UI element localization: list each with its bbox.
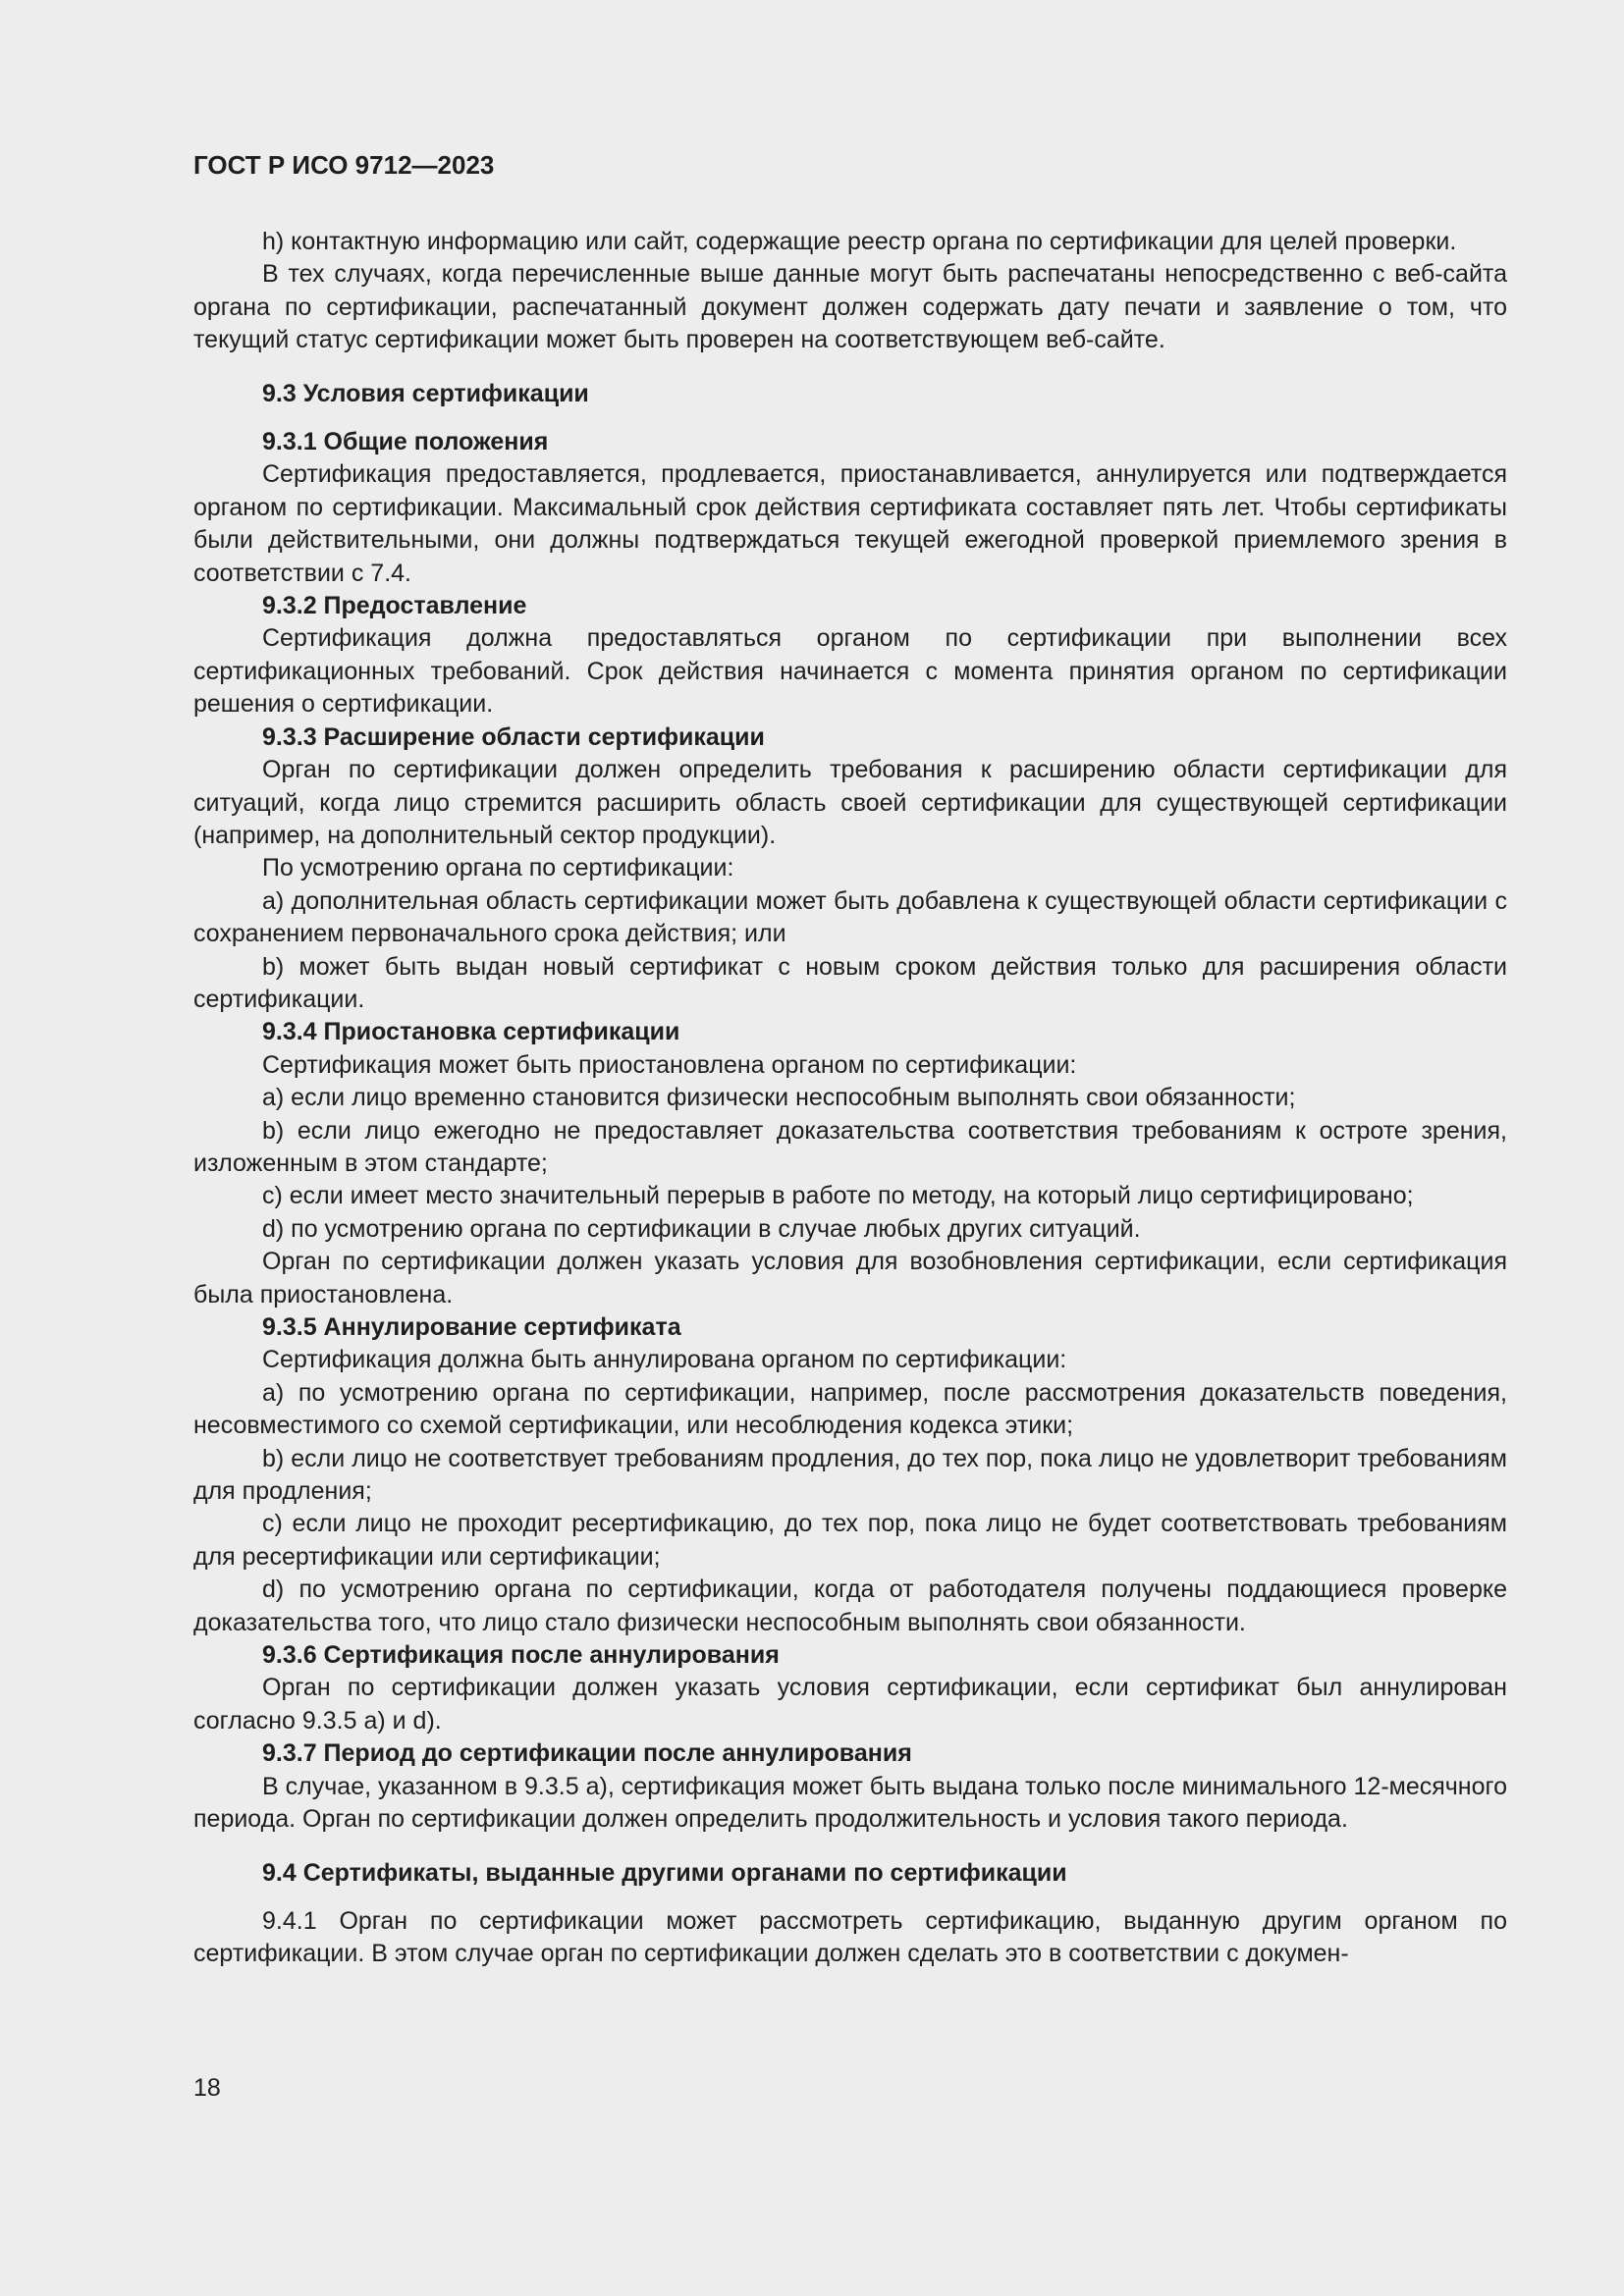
subsection-heading: 9.3.4 Приостановка сертификации bbox=[262, 1018, 680, 1046]
paragraph: В случае, указанном в 9.3.5 a), сертификация может быть выдана только после минимального 12-месячного периода. Орган по сертификации должен определить продолжительность и условия такого периода. bbox=[193, 1772, 1507, 1834]
document-body bbox=[193, 226, 1507, 1971]
paragraph: h) контактную информацию или сайт, содержащие реестр органа по сертификации для целей проверки. bbox=[262, 228, 1457, 255]
paragraph: d) по усмотрению органа по сертификации, когда от работодателя получены поддающиеся проверке доказательства того, что лицо стало физически неспособным выполнять свои обязанности. bbox=[193, 1575, 1507, 1636]
paragraph: c) если имеет место значительный перерыв в работе по методу, на который лицо сертифицировано; bbox=[262, 1182, 1414, 1210]
paragraph: d) по усмотрению органа по сертификации в случае любых других ситуаций. bbox=[262, 1214, 1141, 1243]
paragraph: Сертификация предоставляется, продлевается, приостанавливается, аннулируется или подтверждается органом по сертификации. Максимальный срок действия сертификата составляет пять лет. Чтобы сертификаты были действительными, они должны подтверждаться текущей ежегодной проверкой приемлемого зрения в соответствии с 7.4. bbox=[193, 460, 1507, 587]
paragraph: Орган по сертификации должен указать условия для возобновления сертификации, если сертификация была приостановлена. bbox=[193, 1248, 1507, 1308]
paragraph: Орган по сертификации должен указать условия сертификации, если сертификат был аннулирован согласно 9.3.5 a) и d). bbox=[193, 1674, 1507, 1735]
paragraph: c) если лицо не проходит ресертификацию, до тех пор, пока лицо не будет соответствовать требованиям для ресертификации или сертификации; bbox=[193, 1510, 1507, 1571]
paragraph: Сертификация должна быть аннулирована органом по сертификации: bbox=[262, 1346, 1067, 1374]
paragraph: Сертификация может быть приостановлена органом по сертификации: bbox=[262, 1050, 1077, 1079]
section-heading: 9.3 Условия сертификации bbox=[262, 379, 589, 407]
subsection-heading: 9.3.2 Предоставление bbox=[262, 592, 527, 620]
paragraph: В тех случаях, когда перечисленные выше данные могут быть распечатаны непосредственно с веб-сайта органа по сертификации, распечатанный документ должен содержать дату печати и заявление о том, что текущий статус сертификации может быть проверен на соответствующем веб-сайте. bbox=[193, 260, 1507, 354]
subsection-heading: 9.3.7 Период до сертификации после аннулирования bbox=[262, 1739, 912, 1768]
paragraph: a) если лицо временно становится физически неспособным выполнять свои обязанности; bbox=[262, 1084, 1296, 1112]
paragraph: b) если лицо не соответствует требованиям продления, до тех пор, пока лицо не удовлетворит требованиям для продления; bbox=[193, 1444, 1507, 1506]
subsection-heading: 9.3.5 Аннулирование сертификата bbox=[262, 1313, 681, 1341]
document-page bbox=[193, 145, 1507, 1971]
paragraph: a) по усмотрению органа по сертификации, например, после рассмотрения доказательств поведения, несовместимого со схемой сертификации, или несоблюдения кодекса этики; bbox=[193, 1378, 1507, 1440]
paragraph: Орган по сертификации должен определить требования к расширению области сертификации для ситуаций, когда лицо стремится расширить область своей сертификации для существующей сертификации (например, на дополнительный сектор продукции). bbox=[193, 756, 1507, 849]
paragraph: a) дополнительная область сертификации может быть добавлена к существующей области сертификации с сохранением первоначального срока действия; или bbox=[193, 886, 1507, 948]
paragraph: По усмотрению органа по сертификации: bbox=[262, 854, 734, 882]
subsection-heading: 9.3.6 Сертификация после аннулирования bbox=[262, 1641, 780, 1670]
subsection-heading: 9.3.3 Расширение области сертификации bbox=[262, 722, 765, 751]
page-number: 18 bbox=[193, 2074, 221, 2102]
paragraph: 9.4.1 Орган по сертификации может рассмотреть сертификацию, выданную другим органом по сертификации. В этом случае орган по сертификации должен сделать это в соответствии с докумен- bbox=[193, 1906, 1507, 1968]
paragraph: Сертификация должна предоставляться органом по сертификации при выполнении всех сертификационных требований. Срок действия начинается с момента принятия органом по сертификации решения о сертификации. bbox=[193, 624, 1507, 719]
paragraph: b) может быть выдан новый сертификат с новым сроком действия только для расширения области сертификации. bbox=[193, 952, 1507, 1013]
section-heading: 9.4 Сертификаты, выданные другими органами по сертификации bbox=[262, 1858, 1067, 1887]
subsection-heading: 9.3.1 Общие положения bbox=[262, 428, 549, 456]
paragraph: b) если лицо ежегодно не предоставляет доказательства соответствия требованиям к остроте зрения, изложенным в этом стандарте; bbox=[193, 1116, 1507, 1177]
document-header: ГОСТ Р ИСО 9712—2023 bbox=[193, 150, 495, 180]
